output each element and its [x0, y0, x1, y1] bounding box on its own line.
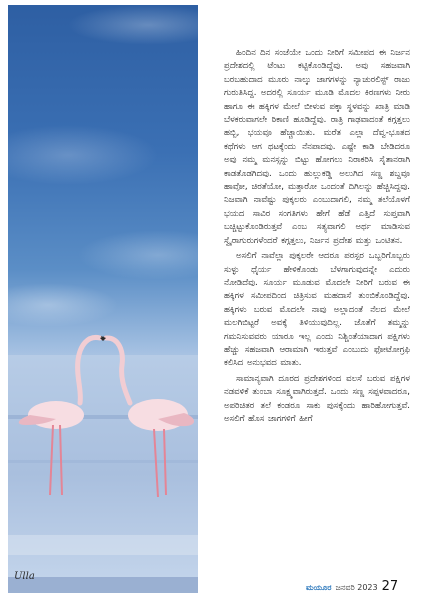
- magazine-name: ಮಯೂರ: [306, 583, 332, 592]
- article-body: [224, 47, 410, 426]
- issue-date: ಜನವರಿ 2023: [335, 583, 378, 592]
- article-paragraph: ಸಾಮಾನ್ಯವಾಗಿ ದೂರದ ಪ್ರದೇಶಗಳಿಂದ ವಲಸೆ ಬರುವ ಪಕ್ಷಿಗಳ ನಡವಳಿಕೆ ತುಂಬಾ ಸೂಕ್ಷ್ಮವಾಗಿರುತ್ತದೆ. ಒಂದು ಸಣ್ಣ ಸಪ್ಪಳವಾದರೂ, ಅಪರಿಚಿತರ ತಲೆ ಕಂಡರೂ ಸಾಕು ಪುಸಕ್ಕೆಂದು ಹಾರಿಹೋಗುತ್ತವೆ. ಅಸಲಿಗೆ ಹೊಸ ಜಾಗಗಳಿಗೆ ಹೀಗೆ: [224, 373, 410, 424]
- flamingo-photo: [8, 5, 198, 593]
- page-footer: [306, 579, 398, 594]
- article-paragraph: ಅಸಲಿಗೆ ನಾವೆಲ್ಲಾ ಪುಕ್ಕಲರೇ ಆದರೂ ಪರಸ್ಪರ ಒಬ್ಬರಿಗೊಬ್ಬರು ಸುಳ್ಳು ಧೈರ್ಯ ಹೇಳಿಕೊಂಡು ಬೆಳಗಾಗುವುದನ್ನೇ ಎದುರು ನೋಡಿದೆವು. ಸೂರ್ಯ ಮೂಡುವ ಮೊದಲೇ ನೀರಿಗೆ ಬರುವ ಈ ಹಕ್ಕಿಗಳ ಸಮೀಪದಿಂದ ಚಿತ್ರಿಸುವ ಮಹದಾಸೆ ತುಂಬಿಕೊಂಡಿದ್ದೆವು. ಹಕ್ಕಿಗಳು ಬರುವ ಮೊದಲೇ ನಾವು ಅಲ್ಲಾದಂತೆ ನೆಲದ ಮೇಲೆ ಮಲಗಿಬಿಟ್ಟರೆ ಅವಕ್ಕೆ ತಿಳಿಯುವುದಿಲ್ಲ. ಜೊತೆಗೆ ತಮ್ಮನ್ನು ಗಮನಿಸುವವರು ಯಾರೂ ಇಲ್ಲ ಎಂದು ನಿಶ್ಚಿಂತೆಯಾದಾಗ ಪಕ್ಷಿಗಳು ಹೆಚ್ಚು ಸಹಜವಾಗಿ ಆರಾಮಾಗಿ ಇರುತ್ತವೆ ಎಂಬುದು ಫೋಟೋಗ್ರಫಿ ಕಲಿಸಿದ ಅನುಭವದ ಮಾತು.: [224, 251, 410, 369]
- photographer-signature: Ulla: [14, 571, 35, 582]
- page-number: 27: [381, 579, 399, 594]
- article-paragraph: ಹಿಂದಿನ ದಿನ ಸಂಜೆಯೇ ಒಂದು ನೀರಿಗೆ ಸಮೀಪದ ಈ ನಿರ್ಜನ ಪ್ರದೇಶದಲ್ಲಿ ಟೆಂಟು ಕಟ್ಟಿಕೊಂಡಿದ್ದೆವು. ಅವು ಸಹಜವಾಗಿ ಬರಬಹುದಾದ ಮೂರು ನಾಲ್ಕು ಜಾಗಗಳನ್ನು ನ್ಯಾಚುರಲಿಸ್ಟ್ ರಾಜು ಗುರುತಿಸಿದ್ದ. ಅದರಲ್ಲಿ ಸೂರ್ಯ ಮೂಡಿ ಮೊದಲ ಕಿರಣಗಳು ನೀರು ಹಾಗೂ ಈ ಹಕ್ಕಿಗಳ ಮೇಲೆ ಬೀಳುವ ಪಕ್ಕಾ ಸ್ಥಳವನ್ನು ಖಾತ್ರಿ ಮಾಡಿ ಬೆಳಕರುವಾಗಲೇ ಠಿಕಾಣಿ ಹೂಡಿದ್ದೆವು. ರಾತ್ರಿ ಗಾಢವಾದಂತೆ ಕಗ್ಗತ್ತಲು ಹಬ್ಬಿ, ಭಯವೂ ಹೆಚ್ಚಾಯಿತು. ಮರೆತ ಎಲ್ಲಾ ದೆವ್ವ-ಭೂತದ ಕಥೆಗಳು ಆಗ ಥಟಕ್ಕೆಂದು ನೆನಪಾದವು. ಎಷ್ಟೇ ಕಾಡಿ ಬೇಡಿದರೂ ಅವು ನಮ್ಮ ಮನಸ್ಸನ್ನು ಬಿಟ್ಟು ಹೋಗಲು ನಿರಾಕರಿಸಿ ಸೈತಾನರಾಗಿ ಕಾಡತೊಡಗಿದವು. ಒಂದು ಹುಲ್ಲುಕಡ್ಡಿ ಅಲುಗಿದ ಸಣ್ಣ ಶಬ್ದವೂ ಹಾವೋ, ಚಿರತೆಯೋ, ಮತ್ತಾರೋ ಒಂದಂತೆ ದಿಗಿಲನ್ನು ಹೆಚ್ಚಿಸಿದ್ದವು. ನಿಜವಾಗಿ ನಾವೆಷ್ಟು ಪುಕ್ಕಲರು ಎಂಬುದಾಗಲಿ, ನಮ್ಮ ತಲೆಯೊಳಗೆ ಭಯದ ಸಾವಿರ ಸಂಗತಿಗಳು ಹೇಗೆ ಹೆಡೆ ಎತ್ತಿದೆ ಸುಪ್ತವಾಗಿ ಬಚ್ಚಿಟ್ಟುಕೊಂಡಿರುತ್ತವೆ ಎಂಬ ಸತ್ಯವಾಗಲಿ ಅರ್ಥ ಮಾಡಿಸುವ ಸ್ವೈರಾಗುರುಗಳೆಂದರೆ ಕಗ್ಗತ್ತಲು, ನಿರ್ಜನ ಪ್ರದೇಶ ಮತ್ತು ಒಂಟಿತನ.: [224, 48, 410, 246]
